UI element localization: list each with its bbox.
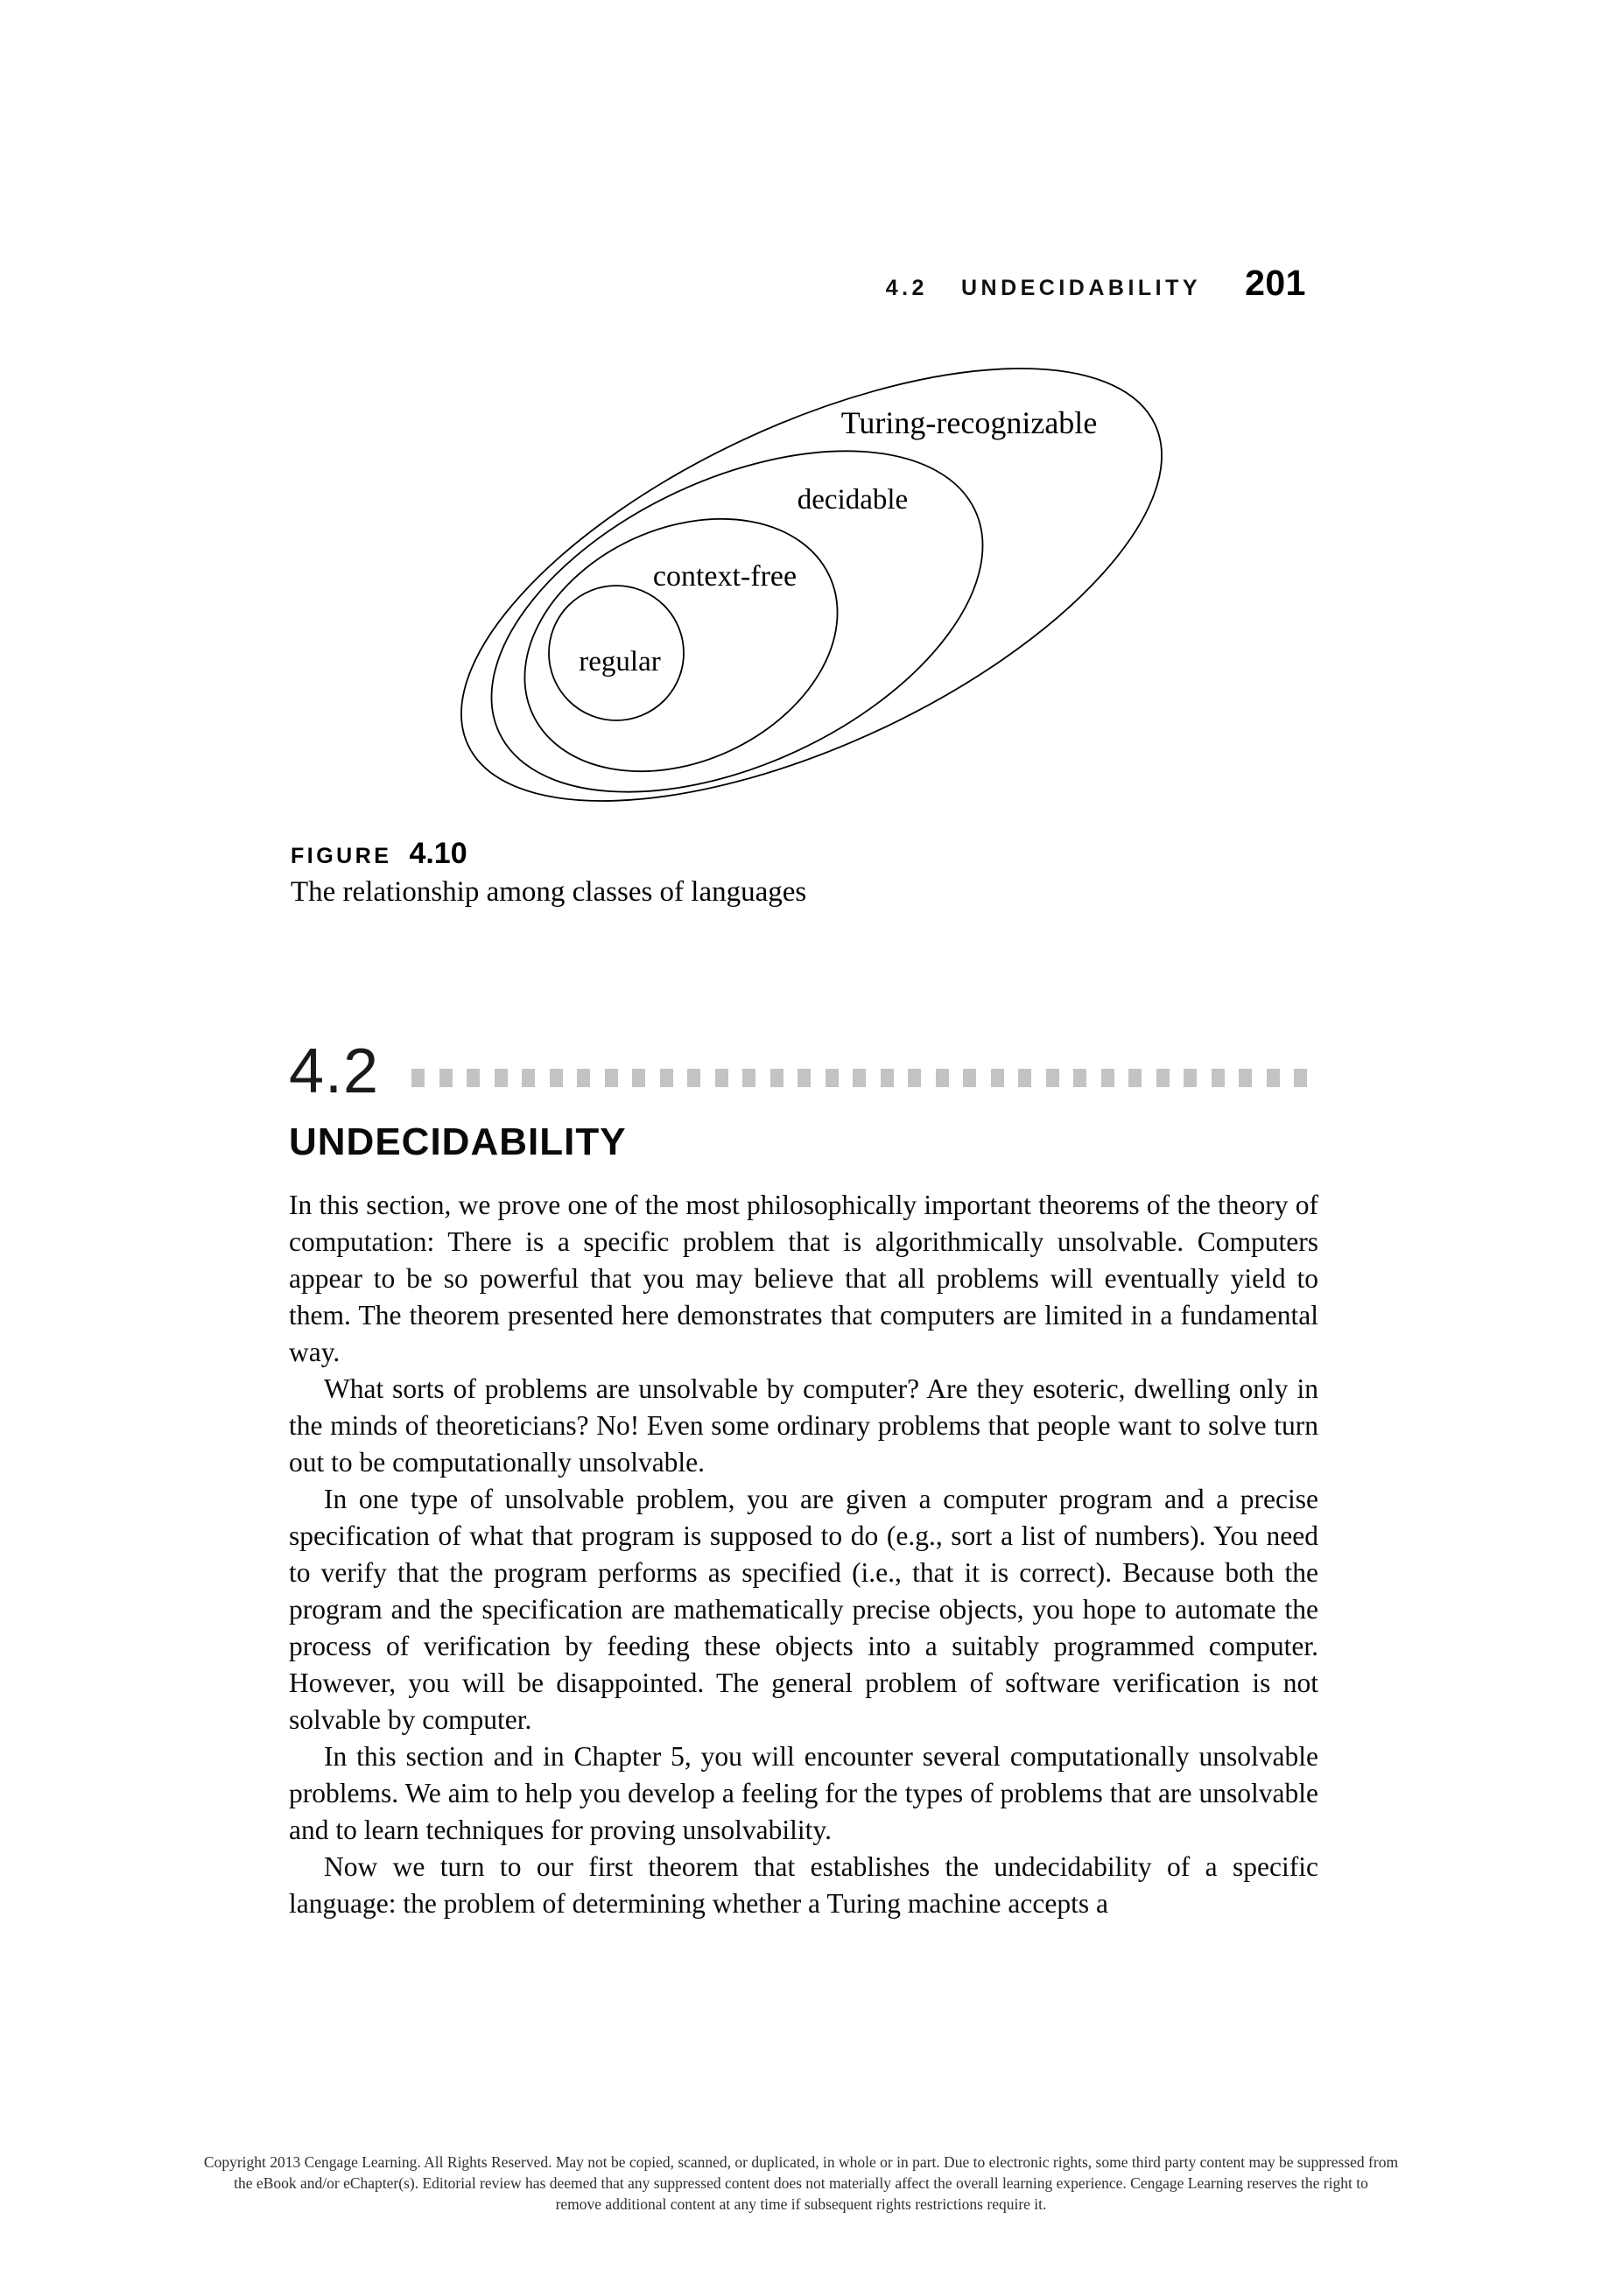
label-turing-recognizable: Turing-recognizable <box>840 405 1098 440</box>
dotted-rule-square <box>908 1069 921 1087</box>
dotted-rule-square <box>1046 1069 1059 1087</box>
copyright-line: Copyright 2013 Cengage Learning. All Rights Reserved. May not be copied, scanned, or duplicated, in whole or in part. Due to electronic rights, some third party content may be suppressed from <box>203 2153 1399 2171</box>
dotted-rule-square <box>660 1069 673 1087</box>
copyright-line: remove additional content at any time if subsequent rights restrictions require it. <box>555 2195 1047 2213</box>
dotted-rule-square <box>605 1069 618 1087</box>
label-decidable: decidable <box>797 484 909 516</box>
copyright-footer <box>0 2152 1602 2215</box>
dotted-rule-square <box>742 1069 755 1087</box>
dotted-rule-square <box>687 1069 700 1087</box>
dotted-rule-square <box>439 1069 453 1087</box>
dotted-rule-square <box>715 1069 728 1087</box>
dotted-rule-square <box>963 1069 976 1087</box>
dotted-rule-square <box>550 1069 563 1087</box>
copyright-line: the eBook and/or eChapter(s). Editorial review has deemed that any suppressed content does not materially affect the overall learning experience. Cengage Learning reserves the right to <box>234 2174 1368 2192</box>
dotted-rule-square <box>522 1069 535 1087</box>
figure-caption-label: FIGURE <box>291 844 392 868</box>
paragraph: What sorts of problems are unsolvable by computer? Are they esoteric, dwelling only in the minds of theoreticians? No! Even some ordinary problems that people want to solve turn out to be computationally unsolvable. <box>289 1373 1318 1478</box>
running-head <box>886 263 1306 304</box>
dotted-rule-square <box>936 1069 949 1087</box>
section-title-heading: UNDECIDABILITY <box>289 1120 627 1163</box>
venn-diagram-svg <box>453 362 1164 805</box>
dotted-rule-square <box>1294 1069 1307 1087</box>
dotted-rule-square <box>577 1069 590 1087</box>
dotted-rule-square <box>1239 1069 1252 1087</box>
dotted-rule-square <box>1267 1069 1280 1087</box>
dotted-rule-square <box>797 1069 811 1087</box>
section-number-heading: 4.2 <box>289 1036 380 1106</box>
dotted-rule-square <box>1184 1069 1197 1087</box>
figure-caption <box>291 837 806 909</box>
squares-row <box>411 1069 1322 1087</box>
figure-caption-number: 4.10 <box>409 837 467 870</box>
language-classes-venn-diagram <box>453 362 1164 805</box>
dotted-rule-square <box>853 1069 866 1087</box>
figure-caption-text: The relationship among classes of languages <box>291 876 807 908</box>
running-head-section-number: 4.2 <box>885 276 928 300</box>
dotted-rule-square <box>991 1069 1004 1087</box>
dotted-rule-square <box>1018 1069 1031 1087</box>
label-context-free: context-free <box>652 560 797 593</box>
label-regular: regular <box>579 646 661 678</box>
dotted-rule-square <box>1073 1069 1086 1087</box>
dotted-rule-square <box>1212 1069 1225 1087</box>
dotted-rule-square <box>1101 1069 1114 1087</box>
decidable-ellipse <box>453 381 1036 805</box>
paragraph: In this section and in Chapter 5, you will encounter several computationally unsolvable problems. We aim to help you develop a feeling for the types of problems that are unsolvable and to learn techniques for proving unsolvability. <box>289 1741 1318 1845</box>
paragraph: In this section, we prove one of the most philosophically important theorems of the theory of computation: There is a specific problem that is algorithmically unsolvable. Computers appear to be so powerful that you may believe that all problems will eventually yield to them. The theorem presented here demonstrates that computers are limited in a fundamental way. <box>289 1190 1318 1367</box>
paragraph: In one type of unsolvable problem, you are given a computer program and a precise specification of what that program is supposed to do (e.g., sort a list of numbers). You need to verify that the program performs as specified (i.e., that it is correct). Because both the program and the specification are mathematically precise objects, you hope to automate the process of verification by feeding these objects into a suitably programmed computer. However, you will be disappointed. The general problem of software verification is not solvable by computer. <box>289 1484 1318 1735</box>
paragraph: Now we turn to our first theorem that establishes the undecidability of a specific language: the problem of determining whether a Turing machine accepts a <box>289 1851 1318 1919</box>
dotted-rule-square <box>1128 1069 1142 1087</box>
dotted-rule-square <box>411 1069 425 1087</box>
figure-caption-heading <box>291 837 806 871</box>
dotted-rule-square <box>1156 1069 1170 1087</box>
dotted-rule-square <box>467 1069 480 1087</box>
running-head-section-title: UNDECIDABILITY <box>960 276 1202 300</box>
body-text <box>289 1187 1318 1922</box>
dotted-rule-square <box>881 1069 894 1087</box>
dotted-rule-square <box>495 1069 508 1087</box>
dotted-rule-square <box>770 1069 783 1087</box>
dotted-rule-square <box>632 1069 645 1087</box>
dotted-rule-square <box>826 1069 839 1087</box>
page-number: 201 <box>1245 263 1306 303</box>
